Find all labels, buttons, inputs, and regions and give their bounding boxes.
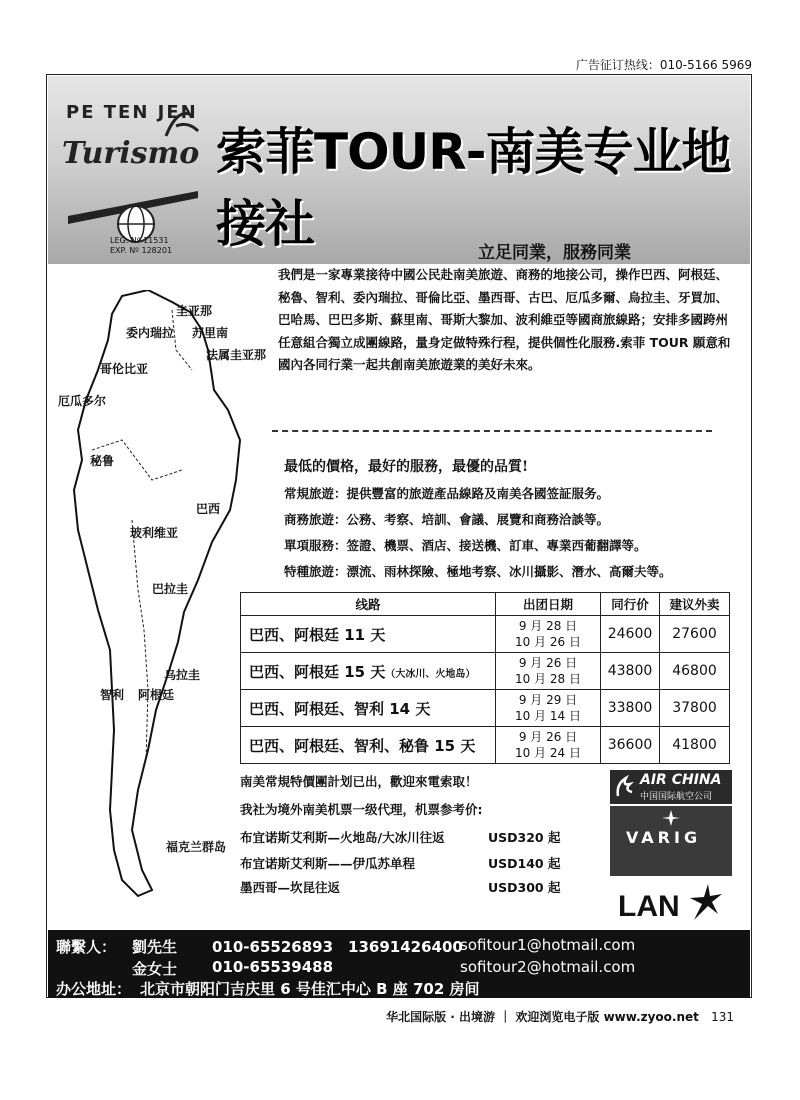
date-cell [496, 616, 601, 653]
header-route: 线路 [241, 593, 496, 616]
lan-name: LAN [618, 890, 680, 923]
ad-hotline: 广告征订热线：010-5166 5969 [575, 58, 752, 72]
contact-box [48, 930, 750, 998]
page-footer [386, 1008, 734, 1025]
divider [272, 430, 712, 432]
map-label-chile: 智利 [100, 688, 125, 702]
logo-script-text: Turismo [62, 136, 200, 171]
date-cell [496, 727, 601, 764]
slogan: 立足同業，服務同業 [478, 243, 631, 263]
lan-logo [618, 884, 722, 924]
route-note: （大冰川、火地岛） [385, 668, 476, 680]
address-label: 办公地址： [56, 980, 132, 998]
route-cell [241, 690, 496, 727]
contact-phone-2: 010-65539488 [212, 958, 334, 976]
route-name: 巴西、阿根廷、智利、秘鲁 15 天 [249, 736, 476, 755]
air-china-logo [610, 770, 732, 804]
route-name: 巴西、阿根廷 11 天 [249, 625, 386, 644]
date-second: 10 月 24 日 [515, 746, 581, 760]
route-name: 巴西、阿根廷、智利 14 天 [249, 699, 431, 718]
table-row [241, 616, 730, 653]
contact-name-2: 金女士 [132, 960, 178, 978]
license-leg: LEG. Nº 11531 [110, 236, 169, 245]
trade-price: 43800 [601, 653, 660, 690]
service-single: 單項服務：签證、機票、酒店、接送機、訂車、專業西葡翻譯等。 [284, 538, 647, 553]
page-number: 131 [711, 1010, 734, 1024]
contact-phone-1: 010-65526893 13691426400 [212, 938, 463, 956]
contact-name-1: 劉先生 [132, 938, 178, 956]
south-america-map [52, 290, 242, 900]
retail-price: 27600 [660, 616, 730, 653]
company-intro: 我們是一家專業接待中國公民赴南美旅遊、商務的地接公司，操作巴西、阿根廷、秘魯、智利、委內瑞拉、哥倫比亞、墨西哥、古巴、厄瓜多爾、烏拉圭、牙買加、巴哈馬、巴巴多斯、蘇里南、哥斯大黎加、波利維亞等國商旅線路；安排多國跨州任意組合獨立成團線路，量身定做特殊行程，提供個性化服務.索菲 TOUR 願意和國內各同行業一起共創南美旅遊業的美好未來。 [278, 267, 731, 372]
date-first: 9 月 29 日 [518, 693, 578, 707]
star-compass-icon [662, 810, 680, 826]
service-business: 商務旅遊：公務、考察、培訓、會議、展覽和商務洽談等。 [284, 512, 610, 527]
banner [48, 76, 750, 264]
footer-text: 华北国际版 · 出境游 ｜ 欢迎浏览电子版 www.zyoo.net [386, 1010, 699, 1024]
map-label-uruguay: 乌拉圭 [164, 668, 201, 682]
retail-price: 37800 [660, 690, 730, 727]
retail-price: 41800 [660, 727, 730, 764]
trade-price: 33800 [601, 690, 660, 727]
contact-email-2[interactable]: sofitour2@hotmail.com [460, 958, 636, 976]
trade-price: 36600 [601, 727, 660, 764]
date-cell [496, 690, 601, 727]
air-china-name: AIR CHINA [640, 772, 722, 788]
header-retail-price: 建议外卖 [660, 593, 730, 616]
map-label-venezuela: 委内瑞拉 [126, 326, 175, 340]
header-trade-price: 同行价 [601, 593, 660, 616]
trade-price: 24600 [601, 616, 660, 653]
best-price-slogan: 最低的價格，最好的服務，最優的品質! [284, 459, 529, 475]
air-china-chinese-name: 中国国际航空公司 [640, 792, 713, 802]
service-special: 特種旅遊：漂流、雨林探險、極地考察、冰川攝影、潛水、高爾夫等。 [284, 564, 672, 579]
varig-logo [610, 806, 732, 876]
office-address: 北京市朝阳门吉庆里 6 号佳汇中心 B 座 702 房间 [140, 980, 480, 998]
header-date: 出团日期 [496, 593, 601, 616]
map-label-bolivia: 玻利维亚 [130, 526, 179, 540]
map-label-colombia: 哥伦比亚 [100, 362, 149, 376]
contact-email-1[interactable]: sofitour1@hotmail.com [460, 936, 636, 954]
map-label-paraguay: 巴拉圭 [152, 582, 189, 596]
page-title: 索菲TOUR-南美专业地接社 [216, 123, 731, 253]
varig-name: VARIG [626, 828, 702, 847]
table-row [241, 727, 730, 764]
special-offer-notice: 南美常規特價團計划已出，歡迎來電索取！ [240, 774, 478, 789]
map-label-peru: 秘鲁 [90, 454, 115, 468]
route-cell [241, 727, 496, 764]
map-label-ecuador: 厄瓜多尔 [58, 394, 107, 408]
service-regular: 常規旅遊：提供豐富的旅遊產品線路及南美各國签証服务。 [284, 486, 610, 501]
retail-price: 46800 [660, 653, 730, 690]
ticket-route: 布宜诺斯艾利斯——伊瓜苏单程 [240, 856, 416, 871]
ticket-price: USD320 起 [488, 830, 561, 845]
date-first: 9 月 26 日 [518, 730, 578, 744]
ticket-route: 墨西哥—坎昆往返 [240, 880, 341, 895]
map-label-suriname: 苏里南 [192, 326, 229, 340]
route-cell [241, 616, 496, 653]
phoenix-icon [614, 774, 636, 800]
table-row [241, 653, 730, 690]
map-label-argentina: 阿根廷 [138, 688, 175, 702]
date-cell [496, 653, 601, 690]
license-exp: EXP. Nº 128201 [110, 246, 173, 255]
table-row [241, 690, 730, 727]
ticket-price: USD300 起 [488, 880, 561, 895]
map-label-falklands: 福克兰群岛 [166, 840, 227, 854]
tour-price-table [240, 592, 730, 764]
lan-star-icon [688, 884, 722, 920]
contact-label: 聯繫人： [56, 938, 117, 956]
map-label-guyana: 圭亚那 [176, 304, 213, 318]
ticket-agent-note: 我社为境外南美机票一级代理，机票参考价: [240, 802, 483, 817]
ticket-price: USD140 起 [488, 856, 561, 871]
date-second: 10 月 26 日 [515, 635, 581, 649]
route-cell [241, 653, 496, 690]
route-name: 巴西、阿根廷 15 天 [249, 662, 386, 681]
date-second: 10 月 28 日 [515, 672, 581, 686]
date-first: 9 月 26 日 [518, 656, 578, 670]
map-label-brazil: 巴西 [196, 502, 221, 516]
logo-top-text: PE TEN JEN [66, 102, 198, 123]
map-label-french-guiana: 法属圭亚那 [206, 348, 267, 362]
date-first: 9 月 28 日 [518, 619, 578, 633]
license-number [110, 236, 172, 256]
ticket-route: 布宜诺斯艾利斯—火地岛/大冰川往返 [240, 830, 445, 845]
date-second: 10 月 14 日 [515, 709, 581, 723]
